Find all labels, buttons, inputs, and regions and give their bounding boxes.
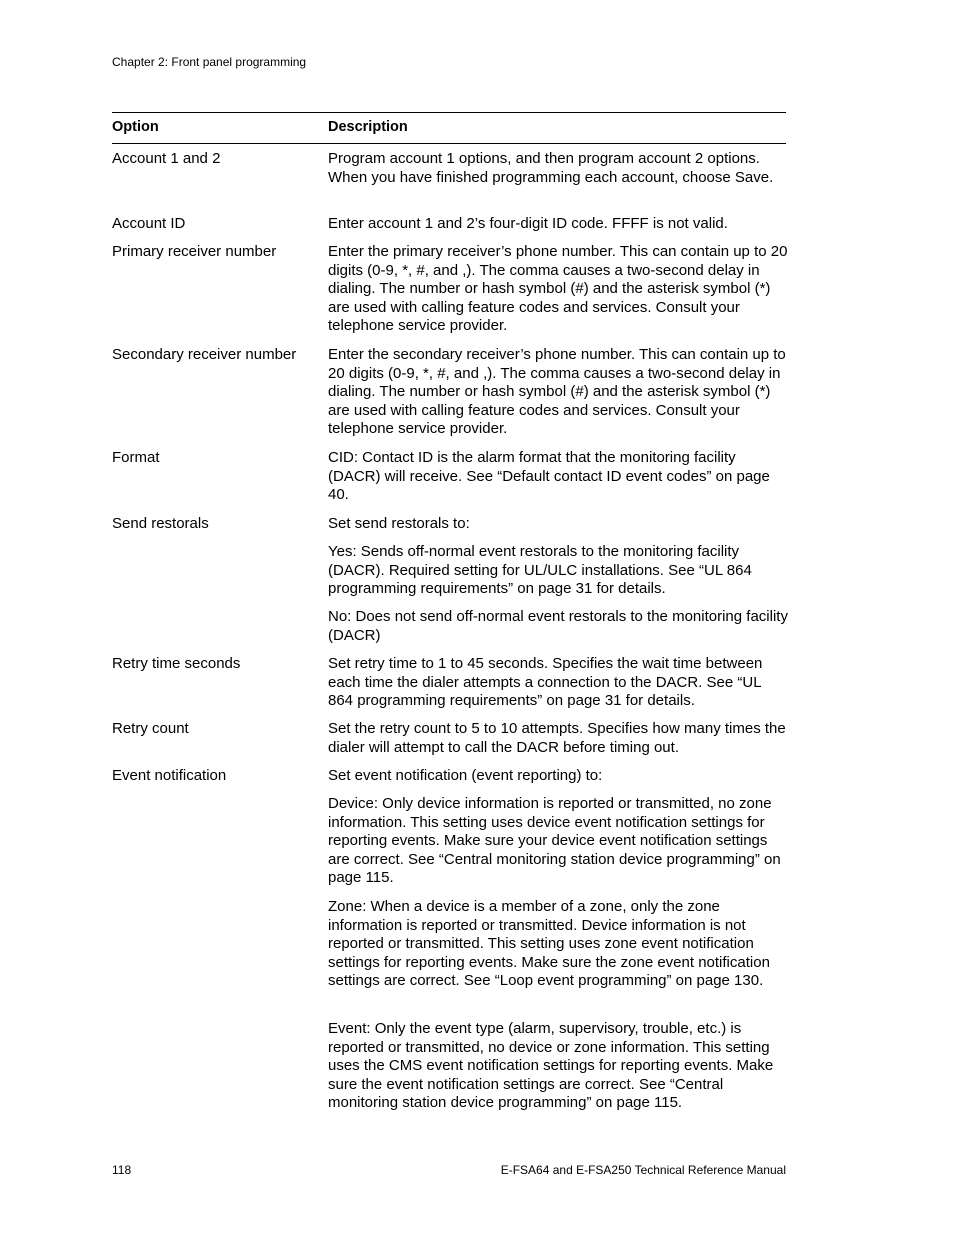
description-paragraph: Enter the secondary receiver’s phone number. This can contain up to 20 digits (0-9, *, #, and ,). The comma causes a two-second delay in dialing. The number or hash symbol (#) and the asterisk symbol (*) are used with calling feature codes and services. Consult your telephone service provider.: [328, 346, 786, 438]
option-retry-time-seconds: Retry time seconds: [112, 655, 241, 672]
description-paragraph: Set the retry count to 5 to 10 attempts. Specifies how many times the dialer will attempt to call the DACR before timing out.: [328, 720, 786, 756]
description-paragraph: Set retry time to 1 to 45 seconds. Specifies the wait time between each time the dialer attempts a connection to the DACR. See “UL 864 programming requirements” on page 31 for details.: [328, 655, 763, 710]
option-event-notification: Event notification: [112, 767, 227, 784]
option-send-restorals: Send restorals: [112, 515, 209, 532]
description-paragraph: Set send restorals to:: [328, 515, 470, 532]
description-paragraph: Enter account 1 and 2’s four-digit ID code. FFFF is not valid.: [328, 215, 728, 232]
option-account-1-and-2: Account 1 and 2: [112, 150, 221, 167]
chapter-header: Chapter 2: Front panel programming: [112, 55, 307, 69]
option-secondary-receiver-number: Secondary receiver number: [112, 346, 297, 363]
description-paragraph: Enter the primary receiver’s phone number. This can contain up to 20 digits (0-9, *, #, and ,). The comma causes a two-second delay in dialing. The number or hash symbol (#) and the asterisk symbol (*) are used with calling feature codes and services. Consult your telephone service provider.: [328, 243, 788, 335]
option-primary-receiver-number: Primary receiver number: [112, 243, 277, 260]
column-header-option: Option: [112, 119, 159, 135]
description-paragraph: Yes: Sends off-normal event restorals to the monitoring facility (DACR). Required setting for UL/ULC installations. See “UL 864 programming requirements” on page 31 for details.: [328, 543, 752, 598]
description-paragraph: CID: Contact ID is the alarm format that the monitoring facility (DACR) will receive. See “Default contact ID event codes” on page 40.: [328, 449, 770, 504]
table-header-rule: [112, 143, 786, 144]
manual-title: E-FSA64 and E-FSA250 Technical Reference Manual: [500, 1163, 786, 1177]
description-paragraph: Event: Only the event type (alarm, supervisory, trouble, etc.) is reported or transmitted, no device or zone information. This setting uses the CMS event notification settings for reporting events. Make sure the event notification settings are correct. See “Central monitoring station device programming” on page 115.: [328, 1020, 774, 1112]
description-paragraph: Program account 1 options, and then program account 2 options. When you have finished programming each account, choose Save.: [328, 150, 774, 186]
description-paragraph: Set event notification (event reporting) to:: [328, 767, 603, 784]
description-paragraph: No: Does not send off-normal event restorals to the monitoring facility (DACR): [328, 608, 788, 644]
option-format: Format: [112, 449, 160, 466]
column-header-description: Description: [328, 119, 408, 135]
page-number: 118: [112, 1163, 132, 1177]
table-top-rule: [112, 112, 786, 113]
option-account-id: Account ID: [112, 215, 186, 232]
option-retry-count: Retry count: [112, 720, 189, 737]
description-paragraph: Zone: When a device is a member of a zone, only the zone information is reported or transmitted. Device information is not reported or transmitted. This setting uses zone event notification settings for reporting events. Make sure the zone event notification settings are correct. See “Loop event programming” on page 130.: [328, 898, 770, 990]
description-paragraph: Device: Only device information is reported or transmitted, no zone information. This setting uses device event notification settings for reporting events. Make sure your device event notification settings are correct. See “Central monitoring station device programming” on page 115.: [328, 795, 781, 887]
